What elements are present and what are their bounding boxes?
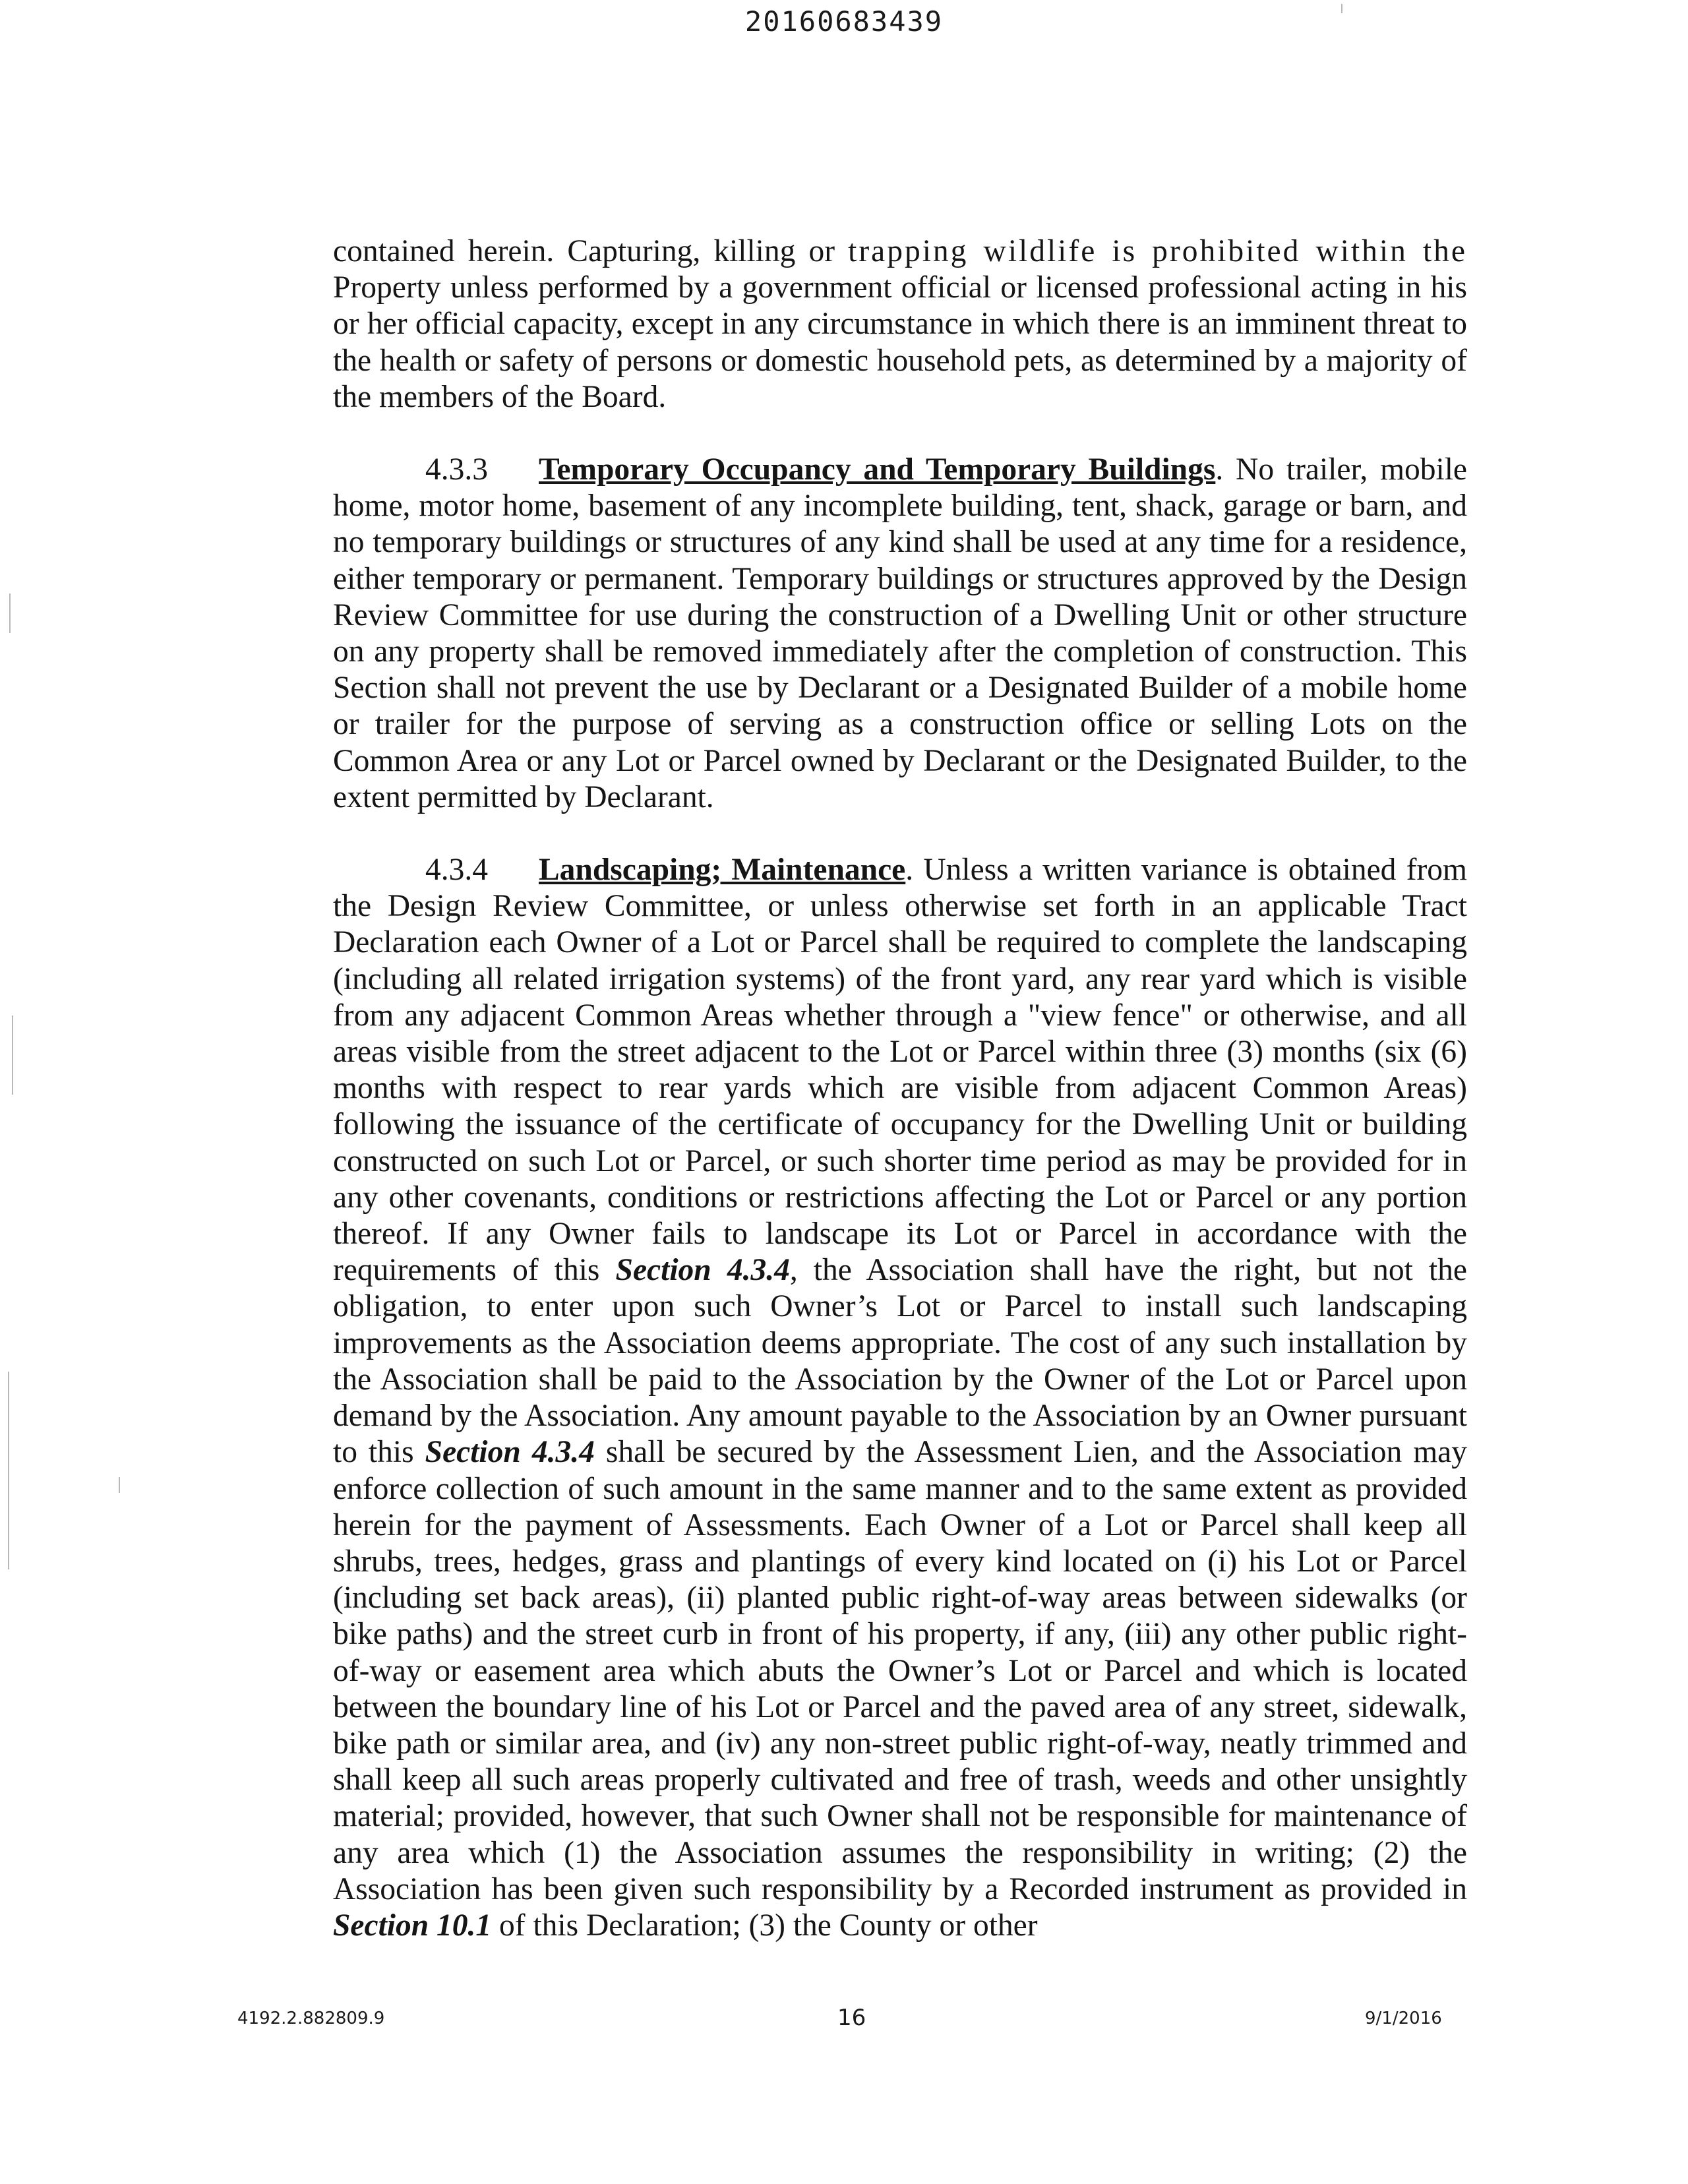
section-reference: Section 10.1 [333, 1908, 492, 1943]
recording-number: 20160683439 [744, 5, 944, 38]
scan-artifact [119, 1477, 120, 1493]
footer-doc-id: 4192.2.882809.9 [237, 2009, 385, 2028]
section-reference: Section 4.3.4 [425, 1435, 595, 1470]
section-heading-end: . [1215, 452, 1224, 487]
section-text: of this Declaration; (3) the County or other [491, 1908, 1038, 1943]
section-heading: Temporary Occupancy and Temporary Buildings [539, 452, 1216, 487]
continuation-paragraph [333, 233, 1467, 415]
section-text: , the Association shall have the right, but not the obligation, to enter upon such Owner’s Lot or Parcel to install such landscaping improvements as the Association deems appropriate. The cost of any such installation by the Association shall be paid to the Association by the Owner of the Lot or Parcel upon demand by the Association. Any amount payable to the Association by an Owner pursuant to this [333, 1253, 1467, 1470]
section-heading: Landscaping; Maintenance [539, 853, 906, 888]
section-number: 4.3.3 [425, 452, 488, 487]
section-reference: Section 4.3.4 [615, 1253, 790, 1288]
footer-date: 9/1/2016 [1365, 2009, 1442, 2028]
section-text: shall be secured by the Assessment Lien, and the Association may enforce collection of such amount in the same manner and to the same extent as provided herein for the payment of Assessments. Each Owner of a Lot or Parcel shall keep all shrubs, trees, hedges, grass and plantings of every kind located on (i) his Lot or Parcel (including set back areas), (ii) planted public right-of-way areas between sidewalks (or bike paths) and the street curb in front of his property, if any, (iii) any other public right-of-way or easement area which abuts the Owner’s Lot or Parcel and which is located between the boundary line of his Lot or Parcel and the paved area of any street, sidewalk, bike path or similar area, and (iv) any non-street public right-of-way, neatly trimmed and shall keep all such areas properly cultivated and free of trash, weeds and other unsightly material; provided, however, that such Owner shall not be responsible for maintenance of any area which (1) the Association assumes the responsibility in writing; (2) the Association has been given such responsibility by a Recorded instrument as provided in [333, 1435, 1468, 1906]
continuation-text-spaced: trapping wildlife is prohibited within the [848, 234, 1468, 268]
scan-artifact [1341, 4, 1342, 13]
continuation-text-end: Property unless performed by a government official or licensed professional acting in his or her official capacity, except in any circumstance in which there is an imminent threat to the health or safety of persons or domestic household pets, as determined by a majority of the members of the Board. [333, 270, 1467, 414]
footer-page-number: 16 [837, 2005, 866, 2031]
section-heading-end: . [905, 853, 914, 888]
body-text [333, 233, 1467, 1944]
section-number: 4.3.4 [425, 853, 488, 888]
continuation-text-start: contained herein. Capturing, killing or [333, 234, 849, 268]
scan-artifact [12, 1016, 13, 1095]
section-4-3-4 [333, 852, 1467, 1944]
section-text: Unless a written variance is obtained from the Design Review Committee, or unless otherwise set forth in an applicable Tract Declaration each Owner of a Lot or Parcel shall be required to complete the landscaping (including all related irrigation systems) of the front yard, any rear yard which is visible from any adjacent Common Areas whether through a "view fence" or otherwise, and all areas visible from the street adjacent to the Lot or Parcel within three (3) months (six (6) months with respect to rear yards which are visible from adjacent Common Areas) following the issuance of the certificate of occupancy for the Dwelling Unit or building constructed on such Lot or Parcel, or such shorter time period as may be provided for in any other covenants, conditions or restrictions affecting the Lot or Parcel or any portion thereof. If any Owner fails to landscape its Lot or Parcel in accordance with the requirements of this [333, 853, 1467, 1288]
scan-artifact [9, 593, 11, 633]
section-4-3-3 [333, 452, 1467, 816]
section-text: No trailer, mobile home, motor home, basement of any incomplete building, tent, shack, garage or barn, and no temporary buildings or structures of any kind shall be used at any time for a residence, either temporary or permanent. Temporary buildings or structures approved by the Design Review Committee for use during the construction of a Dwelling Unit or other structure on any property shall be removed immediately after the completion of construction. This Section shall not prevent the use by Declarant or a Designated Builder of a mobile home or trailer for the purpose of serving as a construction office or selling Lots on the Common Area or any Lot or Parcel owned by Declarant or the Designated Builder, to the extent permitted by Declarant. [333, 452, 1468, 814]
scan-artifact [8, 1372, 9, 1569]
